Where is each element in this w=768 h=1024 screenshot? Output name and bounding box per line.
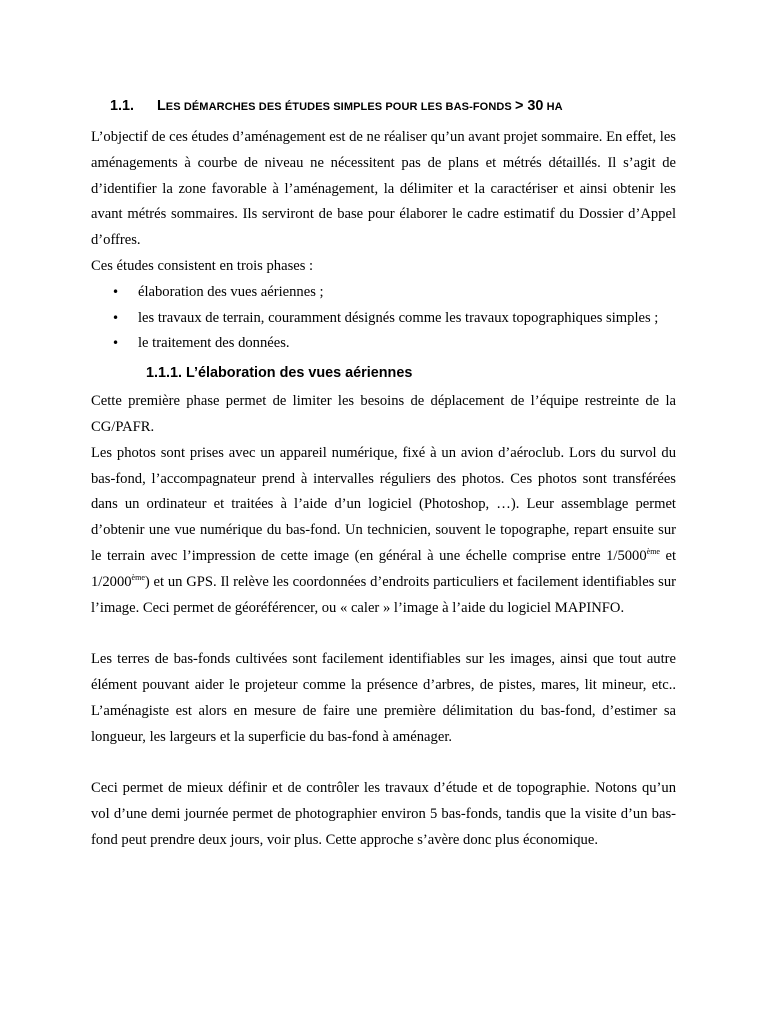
paragraph-spacer [91,621,676,647]
list-item-text: élaboration des vues aériennes ; [138,283,324,300]
heading-number: 1.1. [110,98,135,114]
section-paragraph-3: Les terres de bas-fonds cultivées sont facilement identifiables sur les images, ainsi que tout autre élément pouvant aider le projeteur comme la présence d’arbres, de pistes, mares, lit mineur, etc.. L’aménagiste est alors en mesure de faire une première délimitation du bas-fond, d’estimer sa longueur, les largeurs et la superficie du bas-fond à aménager. [91,651,676,745]
heading-title-part: ES DÉMARCHES DES ÉTUDES SIMPLES POUR LES BAS-FONDS [165,101,515,113]
section-paragraph-2 [91,441,676,622]
heading-title-part: L [157,98,166,114]
document-page [91,96,676,854]
section-paragraph-1: Cette première phase permet de limiter les besoins de déplacement de l’équipe restreinte de la CG/PAFR. [91,393,676,435]
intro-paragraph: L’objectif de ces études d’aménagement est de ne réaliser qu’un avant projet sommaire. En effet, les aménagements à courbe de niveau ne nécessitent pas de plans et métrés détaillés. Il s’agit de d’identifier la zone favorable à l’aménagement, la délimiter et la caractériser et ainsi obtenir les avant métrés sommaires. Ils serviront de base pour élaborer le cadre estimatif du Dossier d’Appel d’offres. [91,129,676,249]
paragraph-text: ) et un GPS. Il relève les coordonnées d’endroits particuliers et facilement identifiables sur l’image. Ceci permet de géoréférencer, ou « caler » l’image à l’aide du logiciel MAPINFO. [91,573,676,616]
heading-title: L’élaboration des vues aériennes [186,365,413,382]
section-paragraph-4: Ceci permet de mieux définir et de contrôler les travaux d’étude et de topographie. Notons qu’un vol d’une demi journée permet de photographier environ 5 bas-fonds, tandis que la visite d’un bas-fond peut prendre deux jours, voir plus. Cette approche s’avère donc plus économique. [91,780,676,848]
heading-title-part: > 30 [515,98,544,114]
bullet-icon: • [112,284,120,299]
paragraph-text: et 1/2000 [91,547,676,590]
phases-list [91,280,676,357]
superscript: ème [131,572,145,582]
list-item-text: le traitement des données. [138,335,290,352]
section-heading-1-1-1 [91,363,676,383]
list-item [91,280,676,306]
paragraph-spacer [91,750,676,776]
phases-intro: Ces études consistent en trois phases : [91,257,314,274]
list-item [91,331,676,357]
heading-title-part: HA [543,101,563,113]
list-item-text: les travaux de terrain, couramment désignés comme les travaux topographiques simples ; [138,309,659,326]
heading-number: 1.1.1. [146,365,183,382]
list-item [91,306,676,332]
paragraph-text: Les photos sont prises avec un appareil numérique, fixé à un avion d’aéroclub. Lors du survol du bas-fond, l’accompagnateur prend à intervalles réguliers des photos. Ces photos sont transférées dans un ordinateur et traitées à l’aide d’un logiciel (Photoshop, …). Leur assemblage permet d’obtenir une vue numérique du bas-fond. Un technicien, souvent le topographe, repart ensuite sur le terrain avec l’impression de cette image (en général à une échelle comprise entre 1/5000 [91,444,676,564]
bullet-icon: • [112,310,120,325]
bullet-icon: • [112,336,120,351]
superscript: ème [646,547,660,557]
section-heading-1-1 [91,96,676,117]
